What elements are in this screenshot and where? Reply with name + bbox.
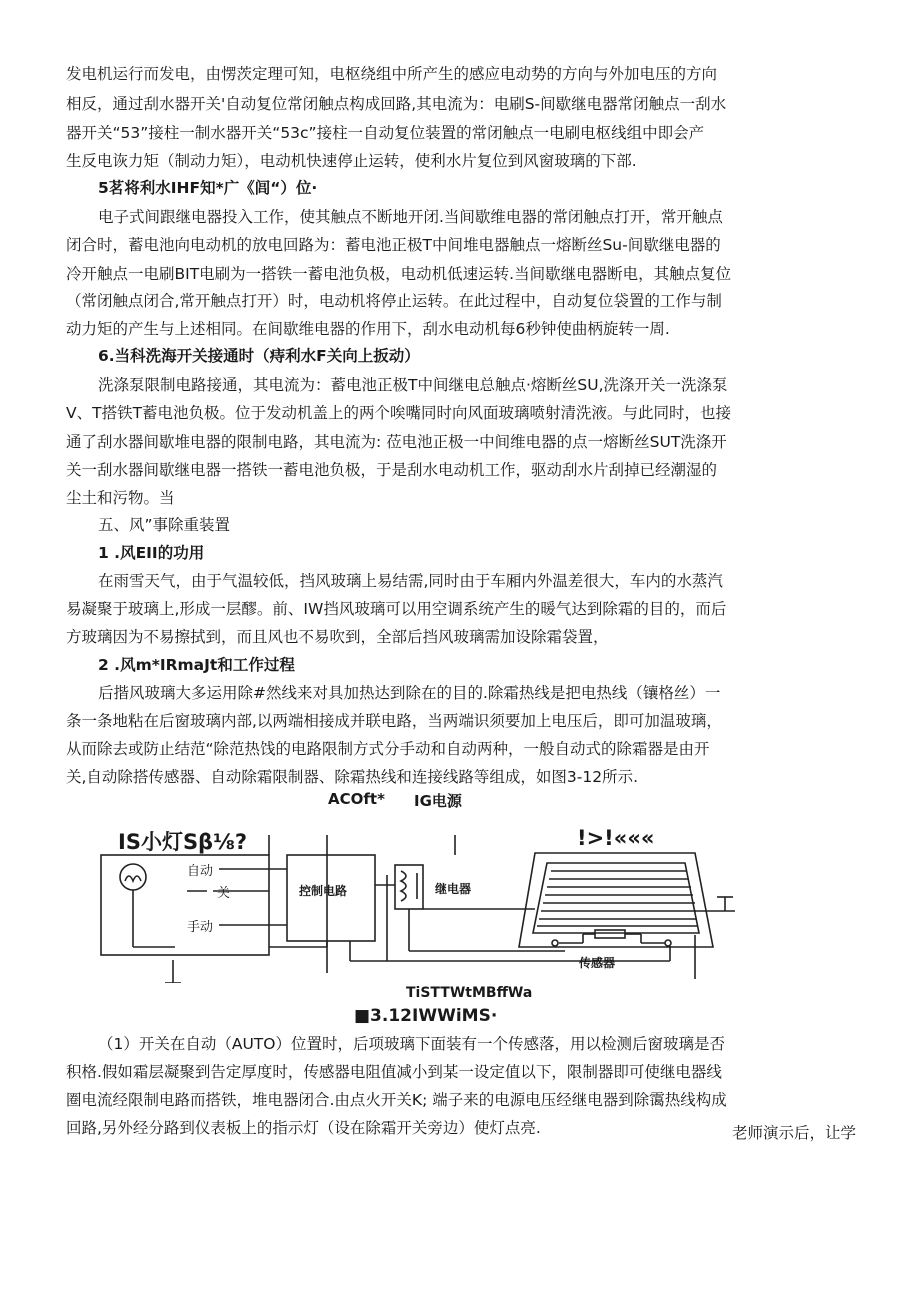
sensor-label: 传感器 [579, 956, 616, 970]
switch-auto-label: 自动 [187, 864, 214, 879]
section-heading: 5茗将利水IHF知*广《闾“）位· [98, 179, 318, 197]
body-line: 尘土和污物。当 [66, 489, 175, 507]
side-note: 老师演示后，让学 [732, 1124, 857, 1142]
body-line: 圈电流经限制电路而搭铁，堆电器闭合.由点火开关K; 端子来的电源电压经继电器到除霭热线构成 [66, 1091, 727, 1109]
body-line: 动力矩的产生与上述相同。在间歇维电器的作用下，刮水电动机每6秒钟使曲柄旋转一周. [66, 320, 670, 338]
body-line: 关一刮水器间歇继电器一搭铁一蓄电池负极，于是刮水电动机工作，驱动刮水片刮掉已经潮湿的 [66, 461, 718, 479]
section-heading: 五、风”事除重装置 [98, 516, 231, 534]
relay-coil-icon [401, 871, 406, 901]
body-line: 积格.假如霜层凝聚到告定厚度时，传感器电阻值减小到某一设定值以下，限制器即可使继电器线 [66, 1063, 722, 1081]
sensor-terminal-icon [665, 940, 671, 946]
figure-top-label-left: ACOft* [328, 790, 385, 808]
defroster-circuit-diagram [95, 835, 735, 983]
body-line: 关,自动除搭传感器、自动除霜限制器、除霜热线和连接线路等组成，如图3-12所示. [66, 768, 639, 786]
switch-panel [101, 855, 269, 955]
section-heading: 1 .风EII的功用 [98, 544, 205, 562]
lamp-filament-icon [125, 876, 141, 881]
body-line: 相反，通过刮水器开关'自动复位常闭触点构成回路,其电流为：电刷S-间歇继电器常闭触点一刮水 [66, 95, 727, 113]
body-line: 发电机运行而发电，由愣茨定理可知，电枢绕组中所产生的感应电动势的方向与外加电压的方向 [66, 65, 718, 83]
relay-box [395, 865, 423, 909]
sensor-terminal-icon [552, 940, 558, 946]
sensor-element [595, 930, 625, 938]
section-heading: 2 .风m*IRmaJt和工作过程 [98, 656, 295, 674]
body-line: 闭合时，蓄电池向电动机的放电回路为：蓄电池正极T中间堆电器触点一熔断丝Su-间歇继电器的 [66, 236, 721, 254]
figure-bottom-label: TiSTTWtMBffWa [406, 985, 533, 1001]
controller-box [287, 855, 375, 941]
body-line: （1）开关在自动（AUTO）位置时，后项玻璃下面装有一个传感落，用以检测后窗玻璃是否 [98, 1035, 725, 1053]
body-line: （常闭触点闭合,常开触点打开）时，电动机将停止运转。在此过程中，自动复位袋置的工作与制 [66, 292, 722, 310]
lamp-label: IS小灯Sβ⅛? [118, 830, 248, 854]
body-line: 从而除去或防止结范“除范热饯的电路限制方式分手动和自动两种，一般自动式的除霜器是由开 [66, 740, 710, 758]
figure-top-label-right: IG电源 [414, 792, 462, 810]
body-line: 方玻璃因为不易擦拭到，而且风也不易吹到，全部后挡风玻璃需加设除霜袋置， [66, 628, 609, 646]
body-line: 器开关“53”接柱一制水器开关“53c”接柱一自动复位装置的常闭触点一电刷电枢线组中即会产 [66, 124, 705, 142]
body-line: 回路,另外经分路到仪表板上的指示灯（设在除霜开关旁边）使灯点亮. [66, 1119, 541, 1137]
figure-caption: ■3.12IWWiMS· [354, 1006, 498, 1026]
switch-manual-label: 手动 [187, 920, 214, 935]
body-line: 条一条地粘在后窗玻璃内部,以两端相接成并联电路，当两端识须要加上电压后，即可加温玻璃， [66, 712, 722, 730]
body-line: 电子式间跟继电器投入工作，使其触点不断地开闭.当间歇维电器的常闭触点打开，常开触点 [98, 208, 723, 226]
relay-label: 继电器 [435, 882, 472, 896]
controller-label: 控制电路 [299, 884, 348, 898]
switch-off-label: 关 [217, 886, 231, 901]
body-line: 洗涤泵限制电路接通，其电流为：蓄电池正极T中间继电总触点·熔断丝SU,洗涤开关一洗涤泵 [98, 376, 728, 394]
body-line: 后揩风玻璃大多运用除#然线来对具加热达到除在的目的.除霜热线是把电热线（镶格丝）一 [98, 684, 721, 702]
body-line: 在雨雪天气，由于气温较低，挡风玻璃上易结需,同时由于车厢内外温差很大，车内的水蒸汽 [98, 572, 723, 590]
body-line: V、T搭铁T蓄电池负极。位于发动机盖上的两个唉嘴同时向风面玻璃喷射清洗液。与此同时，也接 [66, 404, 732, 422]
heater-label: !>!««« [577, 826, 655, 850]
indicator-lamp-icon [120, 864, 146, 890]
body-line: 生反电诙力矩（制动力矩），电动机快速停止运转，使利水片复位到风窗玻璃的下部. [66, 152, 637, 170]
section-heading: 6.当科洗海开关接通时（痔利水F关向上扳动） [98, 347, 420, 365]
body-line: 冷开触点一电刷BIT电刷为一搭铁一蓄电池负极，电动机低速运转.当间歇继电器断电，其触点复位 [66, 265, 732, 283]
body-line: 通了刮水器间歇堆电器的限制电路，其电流为: 莅电池正极一中间维电器的点一熔断丝SUT洗涤开 [66, 433, 727, 451]
body-line: 易凝聚于玻璃上,形成一层醪。前、IW挡风玻璃可以用空调系统产生的暖气达到除霜的目的，而后 [66, 600, 727, 618]
